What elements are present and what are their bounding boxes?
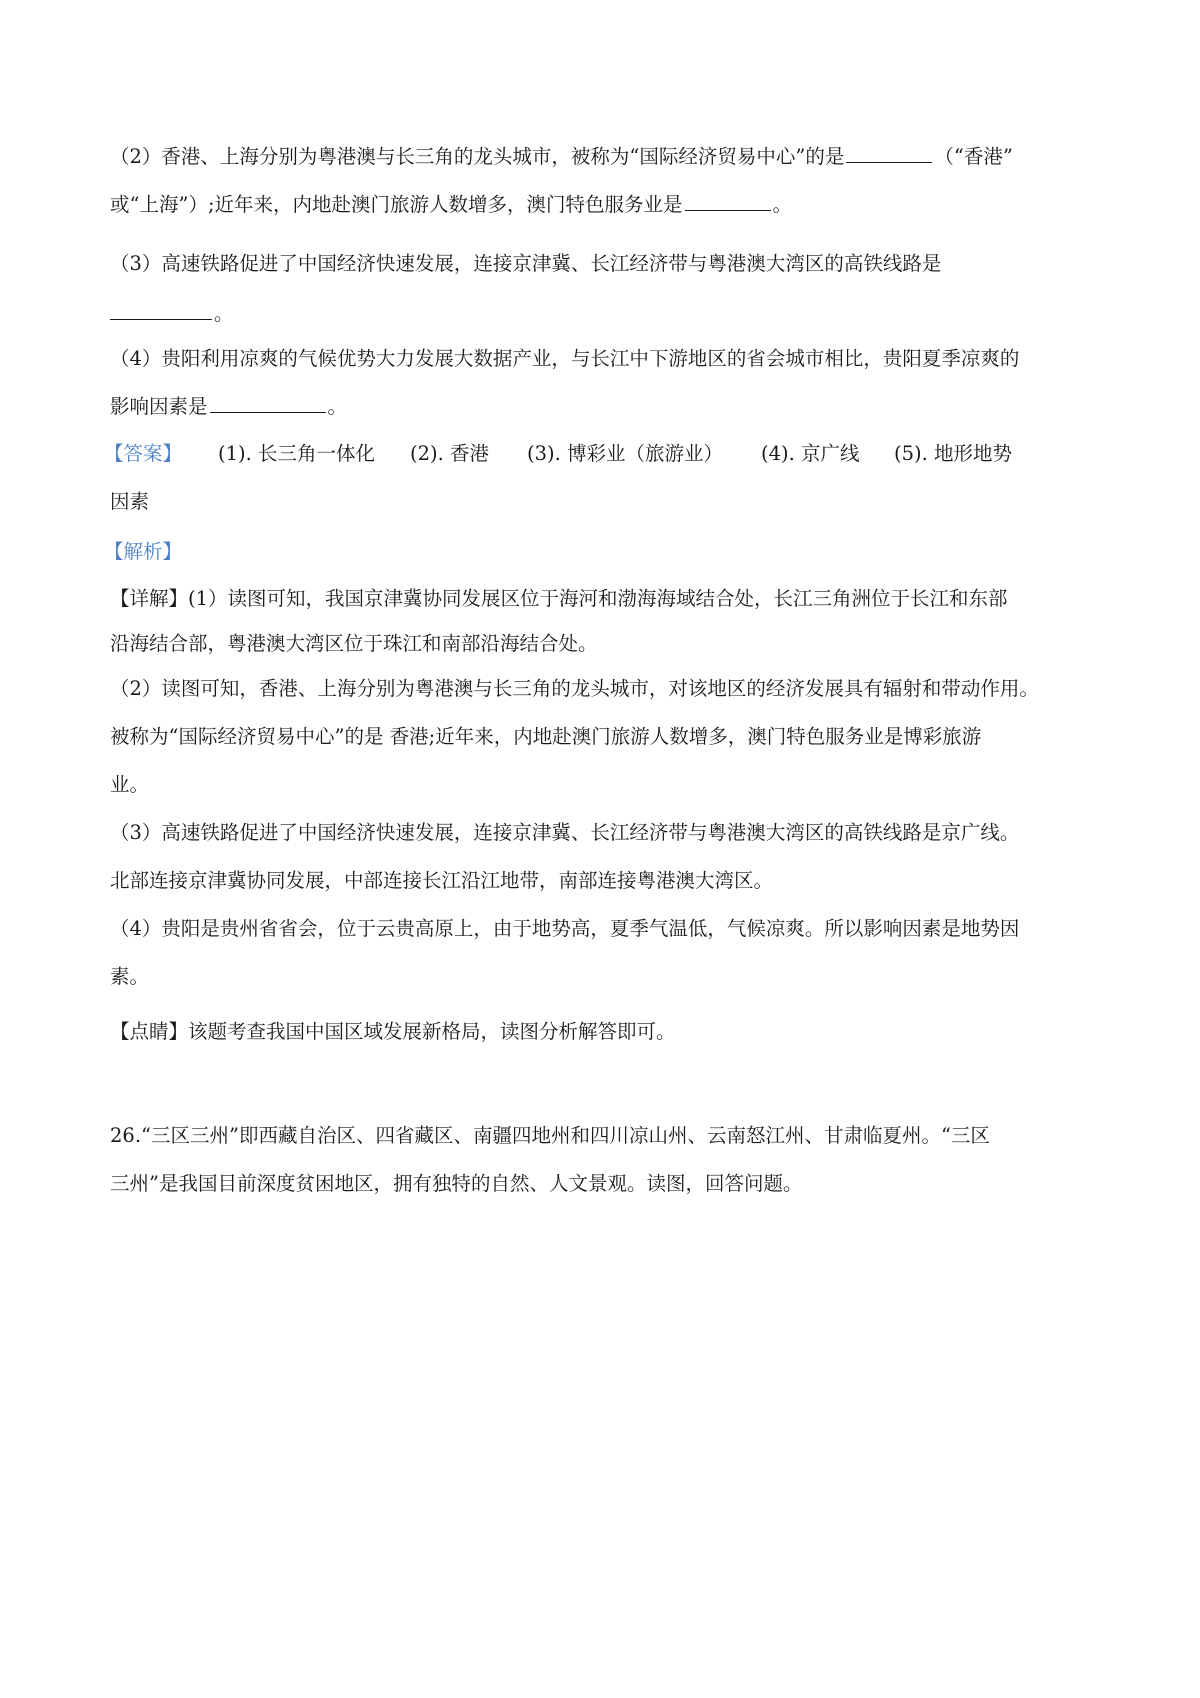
analysis-section <box>104 528 1100 576</box>
answer-item-2: (2). 香港 <box>410 442 490 465</box>
detail-section <box>110 576 1100 1002</box>
answer-label: 【答案】 <box>104 442 183 465</box>
question-26-line-1: 26.“三区三州”即西藏自治区、四省藏区、南疆四地州和四川凉山州、云南怒江州、甘肃临夏州。“三区 <box>110 1124 990 1147</box>
detail-p1-line-2: 沿海结合部，粤港澳大湾区位于珠江和南部沿海结合处。 <box>110 632 598 655</box>
question-3-line-1: （3）高速铁路促进了中国经济快速发展，连接京津冀、长江经济带与粤港澳大湾区的高铁线路是 <box>110 252 942 275</box>
answer-item-4: (4). 京广线 <box>761 442 860 465</box>
detail-p2-line-3: 业。 <box>110 773 150 796</box>
detail-p2-line-2: 被称为“国际经济贸易中心”的是 香港;近年来，内地赴澳门旅游人数增多，澳门特色服务业是博彩旅游 <box>110 725 982 748</box>
detail-p4-line-2: 素。 <box>110 965 150 988</box>
question-26 <box>110 1112 1100 1208</box>
answer-item-5: (5). 地形地势 <box>894 442 1013 465</box>
question-2 <box>110 133 1100 229</box>
question-4-line-2: 影响因素是 。 <box>110 383 1100 431</box>
answer-continuation: 因素 <box>110 490 150 513</box>
comment-section <box>110 1008 1100 1056</box>
answer-blank <box>110 295 212 320</box>
question-3 <box>110 240 1100 338</box>
question-3-line-2: 。 <box>110 290 1100 338</box>
question-4-line-1: （4）贵阳利用凉爽的气候优势大力发展大数据产业，与长江中下游地区的省会城市相比，贵阳夏季凉爽的 <box>110 347 1020 370</box>
question-4 <box>110 335 1100 431</box>
question-2-line-2: 或“上海”）;近年来，内地赴澳门旅游人数增多，澳门特色服务业是 。 <box>110 181 1100 229</box>
question-26-line-2: 三州”是我国目前深度贫困地区，拥有独特的自然、人文景观。读图，回答问题。 <box>110 1172 803 1195</box>
question-2-line-1: （2）香港、上海分别为粤港澳与长三角的龙头城市，被称为“国际经济贸易中心”的是 （“香港” <box>110 133 1100 181</box>
answer-blank <box>210 388 326 413</box>
detail-p4-line-1: （4）贵阳是贵州省省会，位于云贵高原上，由于地势高，夏季气温低，气候凉爽。所以影响因素是地势因 <box>110 917 1020 940</box>
detail-p3-line-1: （3）高速铁路促进了中国经济快速发展，连接京津冀、长江经济带与粤港澳大湾区的高铁线路是京广线。 <box>110 821 1020 844</box>
answer-blank <box>685 186 771 211</box>
analysis-label: 【解析】 <box>104 540 183 563</box>
answer-item-3: (3). 博彩业（旅游业） <box>527 442 724 465</box>
detail-p3-line-2: 北部连接京津冀协同发展，中部连接长江沿江地带，南部连接粤港澳大湾区。 <box>110 869 774 892</box>
detail-p1-line-1: 【详解】(1）读图可知，我国京津冀协同发展区位于海河和渤海海域结合处，长江三角洲位于长江和东部 <box>110 587 1008 610</box>
answer-line <box>104 430 1100 478</box>
detail-p2-line-1: （2）读图可知，香港、上海分别为粤港澳与长三角的龙头城市，对该地区的经济发展具有辐射和带动作用。 <box>110 677 1039 700</box>
answer-item-1: (1). 长三角一体化 <box>218 442 376 465</box>
answer-blank <box>846 138 932 163</box>
answer-section <box>104 430 1100 526</box>
comment-text: 【点睛】该题考查我国中国区域发展新格局，读图分析解答即可。 <box>110 1020 676 1043</box>
